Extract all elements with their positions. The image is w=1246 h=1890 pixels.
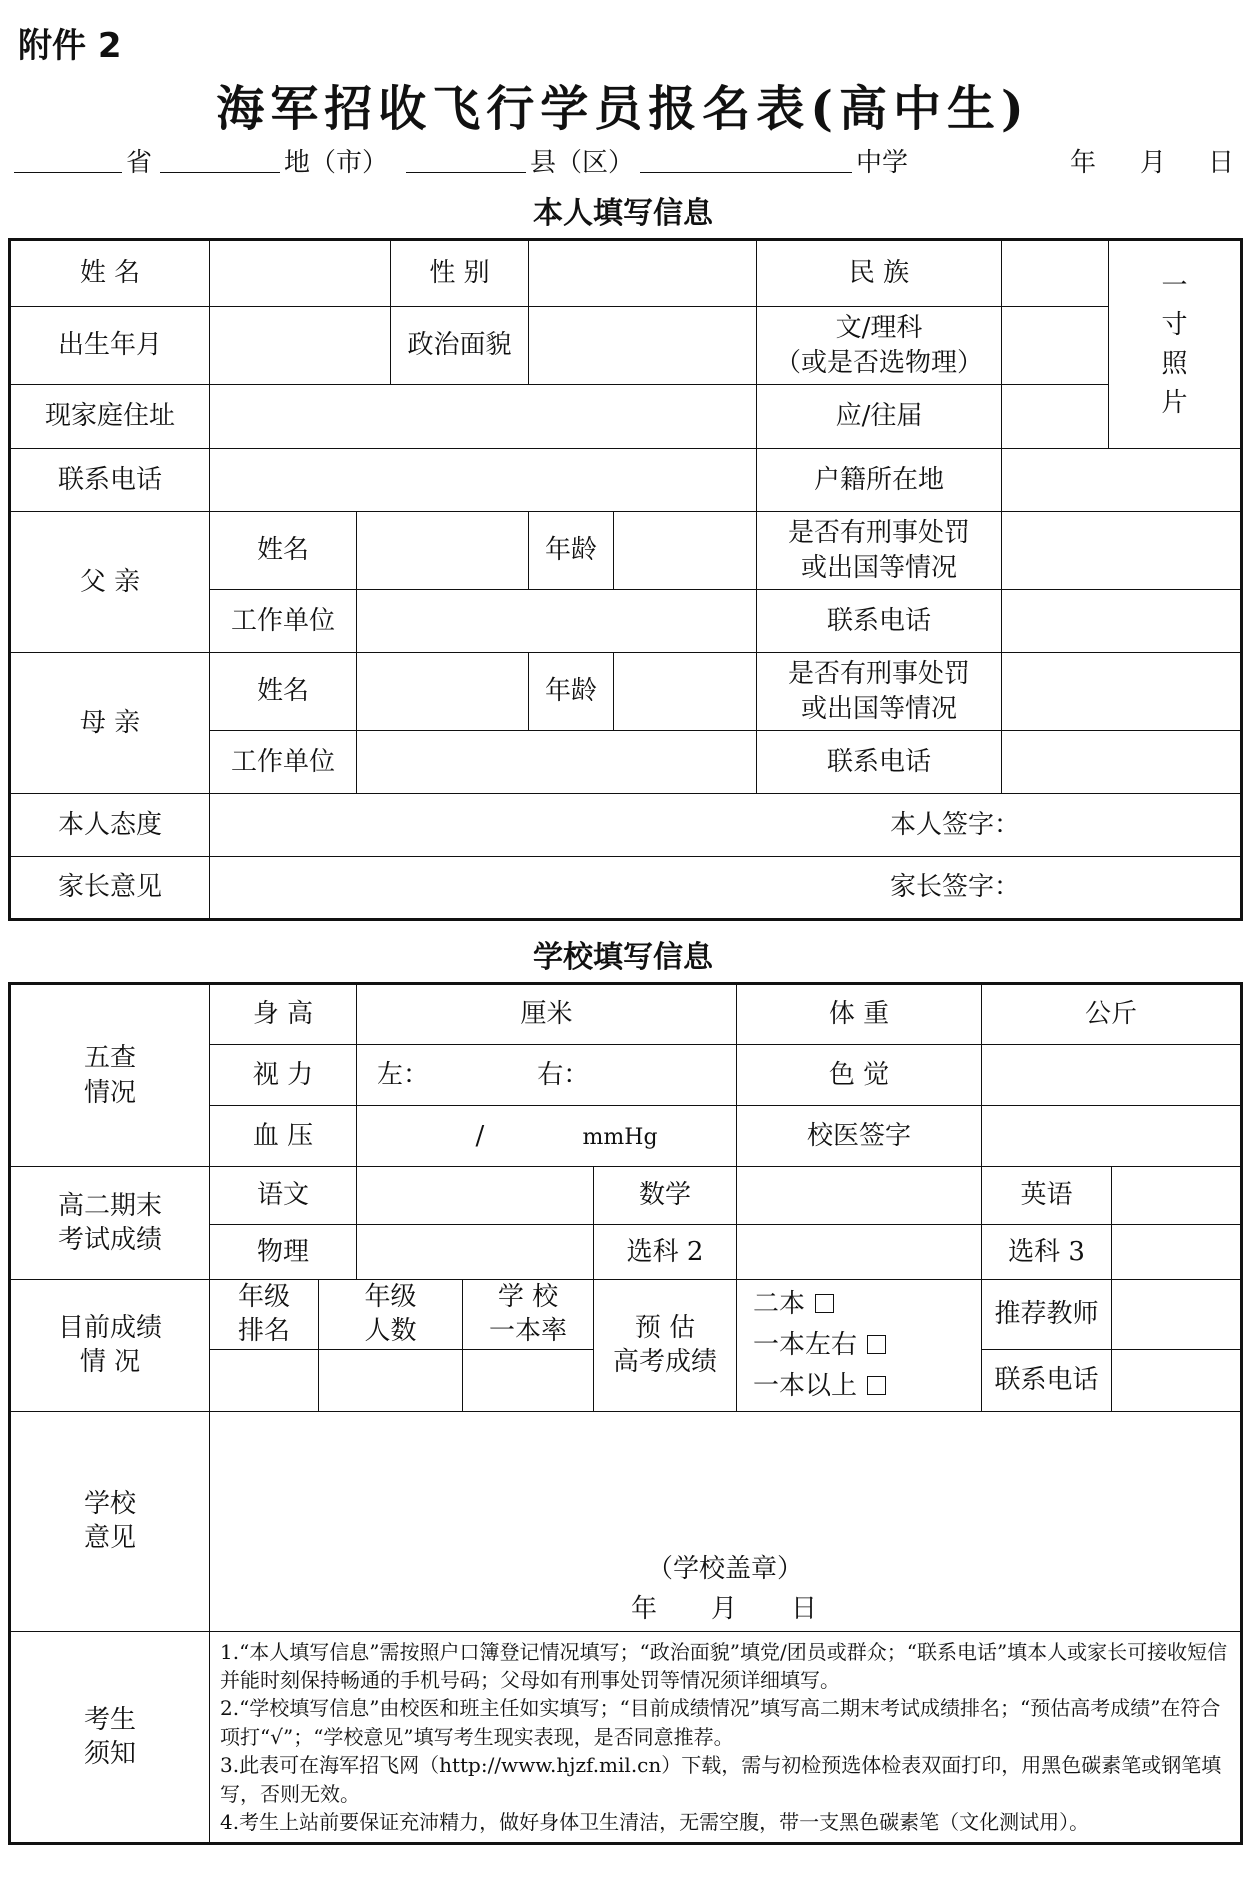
attitude-label: 本人态度 [10,794,210,857]
current-score-label [10,1280,210,1412]
vision-right-label: 右： [537,1059,590,1090]
personal-info-table [8,238,1243,921]
physics-label: 物理 [210,1225,357,1280]
checkbox-icon[interactable] [867,1335,886,1354]
option-1-label: 二本 [753,1288,806,1319]
math-label: 数学 [594,1167,737,1225]
prefecture-label: 地（市） [284,148,389,178]
mother-age-label: 年龄 [529,653,614,731]
name-label: 姓 名 [10,240,210,307]
weight-label: 体 重 [737,984,982,1045]
bp-slash: / [475,1120,485,1151]
county-label: 县（区） [530,148,635,178]
grade-rank-line1: 年级 [237,1282,290,1312]
vision-left-label: 左： [377,1059,430,1090]
county-blank[interactable] [406,172,526,173]
teacher-phone-field[interactable] [1112,1349,1242,1411]
year-label: 年 [1070,148,1097,178]
mother-work-field[interactable] [357,731,757,794]
school-opinion-line2: 意见 [83,1523,136,1554]
address-label: 现家庭住址 [10,385,210,449]
height-field[interactable] [357,984,737,1045]
school-info-table [8,982,1243,1845]
bp-unit: mmHg [582,1124,658,1150]
weight-unit: 公斤 [1085,999,1138,1030]
province-blank[interactable] [14,172,122,173]
school-rate-label [463,1280,594,1350]
date-month: 月 [711,1593,740,1624]
checkbox-icon[interactable] [815,1294,834,1313]
current-score-line1: 目前成绩 [57,1313,162,1343]
household-field[interactable] [1002,449,1242,512]
predict-line1: 预 估 [634,1313,696,1343]
track-field[interactable] [1002,307,1109,385]
notice-line1: 考生 [83,1704,136,1735]
elective3-field[interactable] [1112,1225,1242,1280]
english-field[interactable] [1112,1167,1242,1225]
blood-pressure-field[interactable] [357,1106,737,1167]
father-phone-field[interactable] [1002,590,1242,653]
date-year: 年 [631,1593,660,1624]
school-opinion-label [10,1411,210,1631]
political-label: 政治面貌 [391,307,529,385]
school-blank[interactable] [640,172,852,173]
predict-label [594,1280,737,1412]
five-check-label [10,984,210,1167]
section-title-school: 学校填写信息 [533,940,713,975]
school-stamp-label: （学校盖章） [647,1553,804,1584]
chinese-label: 语文 [210,1167,357,1225]
doctor-sign-label: 校医签字 [737,1106,982,1167]
grade-rank-field[interactable] [210,1349,319,1411]
option-second-tier[interactable] [753,1284,977,1325]
option-first-tier-above[interactable] [753,1366,977,1407]
ethnicity-label: 民 族 [757,240,1002,307]
mother-name-field[interactable] [357,653,529,731]
note-item: 3.此表可在海军招飞网（http://www.hjzf.mil.cn）下载，需与初检预选体检表双面打印，用黑色碳素笔或钢笔填写，否则无效。 [220,1753,1222,1806]
teacher-field[interactable] [1112,1280,1242,1350]
father-record-label [757,512,1002,590]
track-label-line1: 文/理科 [835,313,923,344]
mother-record-label [757,653,1002,731]
grade-count-line2: 人数 [364,1316,417,1347]
name-field[interactable] [210,240,391,307]
option-3-label: 一本以上 [753,1370,858,1401]
grade-rank-label [210,1280,319,1350]
father-record-line1: 是否有刑事处罚 [787,518,970,549]
track-label [757,307,1002,385]
phone-field[interactable] [210,449,757,512]
photo-label-3: 照 [1161,348,1188,379]
mother-name-label: 姓名 [210,653,357,731]
father-record-line2: 或出国等情况 [800,552,957,583]
predict-options [737,1280,982,1412]
height-unit: 厘米 [520,999,573,1030]
photo-box[interactable] [1109,240,1242,449]
option-2-label: 一本左右 [753,1329,858,1360]
day-label: 日 [1208,148,1235,178]
checkbox-icon[interactable] [867,1376,886,1395]
phone-label: 联系电话 [10,449,210,512]
current-score-line2: 情 况 [79,1347,141,1378]
school-rate-line1: 学 校 [497,1282,559,1312]
graduate-field[interactable] [1002,385,1109,449]
five-check-line2: 情况 [83,1077,136,1108]
grade-count-line1: 年级 [364,1282,417,1312]
school-rate-line2: 一本率 [489,1316,568,1347]
notice-line2: 须知 [83,1738,136,1769]
teacher-phone-label: 联系电话 [982,1349,1112,1411]
section-title-personal: 本人填写信息 [533,196,713,231]
gender-label: 性 别 [391,240,529,307]
height-label: 身 高 [210,984,357,1045]
exam-score-label [10,1167,210,1280]
school-rate-field[interactable] [463,1349,594,1411]
birth-label: 出生年月 [10,307,210,385]
physics-field[interactable] [357,1225,594,1280]
five-check-line1: 五查 [83,1043,136,1074]
date-day: 日 [791,1593,820,1624]
location-line [14,142,1234,182]
self-sign-field[interactable]: 本人签字： [210,794,1242,857]
weight-field[interactable] [982,984,1242,1045]
notes-block [210,1631,1242,1844]
father-name-field[interactable] [357,512,529,590]
birth-field[interactable] [210,307,391,385]
photo-label-1: 一 [1161,270,1188,301]
household-label: 户籍所在地 [757,449,1002,512]
grade-count-label [319,1280,463,1350]
mother-record-line1: 是否有刑事处罚 [787,659,970,690]
note-item: 1.“本人填写信息”需按照户口簿登记情况填写；“政治面貌”填党/团员或群众；“联系电话”填本人或家长可接收短信并能时刻保持畅通的手机号码；父母如有刑事处罚等情况须详细填写。 [220,1639,1228,1693]
photo-label-4: 片 [1161,387,1188,418]
english-label: 英语 [982,1167,1112,1225]
father-label: 父 亲 [10,512,210,653]
graduate-label: 应/往届 [757,385,1002,449]
father-record-field[interactable] [1002,512,1242,590]
vision-label: 视 力 [210,1045,357,1106]
elective2-field[interactable] [737,1225,982,1280]
mother-record-line2: 或出国等情况 [800,693,957,724]
elective2-label: 选科 2 [594,1225,737,1280]
color-sense-label: 色 觉 [737,1045,982,1106]
note-item: 2.“学校填写信息”由校医和班主任如实填写；“目前成绩情况”填写高二期末考试成绩排名；“预估高考成绩”在符合项打“√”；“学校意见”填写考生现实表现，是否同意推荐。 [220,1696,1221,1749]
school-opinion-field[interactable] [210,1411,1242,1631]
mother-phone-field[interactable] [1002,731,1242,794]
attachment-label: 附件 2 [18,26,122,66]
address-field[interactable] [210,385,757,449]
father-name-label: 姓名 [210,512,357,590]
parent-sign-field[interactable]: 家长签字： [210,857,1242,920]
elective3-label: 选科 3 [982,1225,1112,1280]
school-opinion-date [210,1592,1240,1626]
grade-rank-line2: 排名 [237,1316,290,1347]
ethnicity-field[interactable] [1002,240,1109,307]
father-work-label: 工作单位 [210,590,357,653]
page-title: 海军招收飞行学员报名表(高中生) [216,81,1030,137]
school-label: 中学 [856,148,909,178]
month-label: 月 [1140,148,1167,178]
chinese-field[interactable] [357,1167,594,1225]
blood-pressure-label: 血 压 [210,1106,357,1167]
option-first-tier-approx[interactable] [753,1325,977,1366]
school-opinion-line1: 学校 [83,1488,136,1519]
teacher-label: 推荐教师 [982,1280,1112,1350]
gender-field[interactable] [529,240,757,307]
exam-score-line1: 高二期末 [57,1190,162,1221]
political-field[interactable] [529,307,757,385]
exam-score-line2: 考试成绩 [57,1225,162,1255]
father-phone-label: 联系电话 [757,590,1002,653]
photo-label-2: 寸 [1161,309,1188,340]
parent-opinion-label: 家长意见 [10,857,210,920]
mother-record-field[interactable] [1002,653,1242,731]
prefecture-blank[interactable] [160,172,280,173]
mother-age-field[interactable] [614,653,757,731]
father-age-label: 年龄 [529,512,614,590]
vision-field[interactable] [357,1045,737,1106]
track-label-line2: （或是否选物理） [774,347,983,378]
grade-count-field[interactable] [319,1349,463,1411]
province-label: 省 [126,148,153,178]
mother-work-label: 工作单位 [210,731,357,794]
predict-line2: 高考成绩 [613,1347,718,1378]
mother-phone-label: 联系电话 [757,731,1002,794]
math-field[interactable] [737,1167,982,1225]
father-work-field[interactable] [357,590,757,653]
notice-label [10,1631,210,1844]
color-sense-field[interactable] [982,1045,1242,1106]
doctor-sign-field[interactable] [982,1106,1242,1167]
mother-label: 母 亲 [10,653,210,794]
note-item: 4.考生上站前要保证充沛精力，做好身体卫生清洁，无需空腹，带一支黑色碳素笔（文化测试用）。 [220,1809,1090,1834]
father-age-field[interactable] [614,512,757,590]
